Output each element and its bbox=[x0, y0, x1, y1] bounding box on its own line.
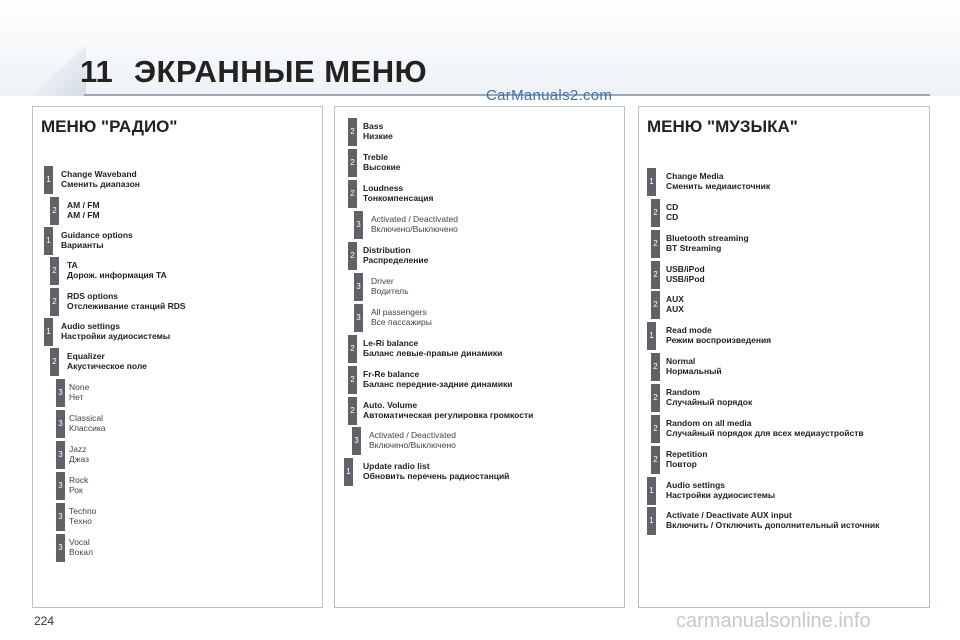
item-label-en: Activate / Deactivate AUX input bbox=[666, 510, 792, 520]
item-label-en: Update radio list bbox=[363, 461, 430, 471]
level-badge: 1 bbox=[647, 168, 656, 196]
item-label-ru: Включено/Выключено bbox=[369, 440, 456, 450]
item-label-ru: Тонкомпенсация bbox=[363, 193, 434, 203]
level-badge: 2 bbox=[651, 291, 660, 319]
radio-menu-title: МЕНЮ "РАДИО" bbox=[41, 117, 178, 136]
level-badge: 2 bbox=[348, 242, 357, 270]
item-label-ru: Нет bbox=[69, 392, 84, 402]
item-label-en: Audio settings bbox=[666, 480, 726, 490]
item-label-en: USB/iPod bbox=[666, 264, 705, 274]
level-badge: 1 bbox=[647, 477, 656, 505]
item-label-en: Activated / Deactivated bbox=[369, 430, 456, 440]
item-label-en: Driver bbox=[371, 276, 394, 286]
item-label-en: Random on all media bbox=[666, 418, 752, 428]
level-badge: 1 bbox=[44, 166, 53, 194]
level-badge: 1 bbox=[647, 507, 656, 535]
item-label-ru: Баланс передние-задние динамики bbox=[363, 379, 513, 389]
item-label-ru: Низкие bbox=[363, 131, 393, 141]
item-label-en: Audio settings bbox=[61, 321, 121, 331]
level-badge: 3 bbox=[352, 427, 361, 455]
item-label-ru: Сменить медиаисточник bbox=[666, 181, 771, 191]
level-badge: 3 bbox=[56, 472, 65, 500]
item-label-en: AM / FM bbox=[67, 200, 100, 210]
item-label-ru: Сменить диапазон bbox=[61, 179, 140, 189]
top-watermark: CarManuals2.com bbox=[486, 87, 613, 104]
item-label-en: AUX bbox=[666, 294, 684, 304]
level-badge: 3 bbox=[354, 273, 363, 301]
item-label-ru: AUX bbox=[666, 304, 684, 314]
item-label-ru: Классика bbox=[69, 423, 106, 433]
level-badge: 1 bbox=[344, 458, 353, 486]
item-label-en: Distribution bbox=[363, 245, 411, 255]
item-label-ru: Варианты bbox=[61, 240, 104, 250]
level-badge: 2 bbox=[348, 118, 357, 146]
level-badge: 2 bbox=[50, 288, 59, 316]
item-label-ru: Повтор bbox=[666, 459, 697, 469]
level-badge: 2 bbox=[651, 384, 660, 412]
item-label-en: TA bbox=[67, 260, 78, 270]
item-label-en: Jazz bbox=[69, 444, 87, 454]
item-label-en: Guidance options bbox=[61, 230, 133, 240]
level-badge: 3 bbox=[56, 410, 65, 438]
level-badge: 2 bbox=[50, 197, 59, 225]
item-label-en: CD bbox=[666, 202, 679, 212]
level-badge: 2 bbox=[50, 257, 59, 285]
level-badge: 2 bbox=[651, 199, 660, 227]
item-label-en: Treble bbox=[363, 152, 389, 162]
level-badge: 2 bbox=[348, 180, 357, 208]
item-label-en: Bluetooth streaming bbox=[666, 233, 749, 243]
level-badge: 2 bbox=[50, 348, 59, 376]
item-label-ru: Техно bbox=[69, 516, 92, 526]
item-label-ru: Рок bbox=[69, 485, 83, 495]
item-label-en: Le-Ri balance bbox=[363, 338, 419, 348]
item-label-ru: Вокал bbox=[69, 547, 93, 557]
item-label-ru: Нормальный bbox=[666, 366, 722, 376]
level-badge: 3 bbox=[56, 379, 65, 407]
level-badge: 1 bbox=[647, 322, 656, 350]
item-label-ru: AM / FM bbox=[67, 210, 100, 220]
level-badge: 2 bbox=[651, 415, 660, 443]
level-badge: 3 bbox=[56, 503, 65, 531]
level-badge: 2 bbox=[348, 335, 357, 363]
item-label-ru: Включить / Отключить дополнительный источник bbox=[666, 520, 880, 530]
item-label-en: Techno bbox=[69, 506, 97, 516]
page-number: 224 bbox=[34, 614, 55, 628]
item-label-ru: CD bbox=[666, 212, 679, 222]
bottom-watermark: carmanualsonline.info bbox=[676, 610, 871, 632]
item-label-ru: Высокие bbox=[363, 162, 401, 172]
level-badge: 3 bbox=[56, 441, 65, 469]
item-label-en: All passengers bbox=[371, 307, 427, 317]
item-label-ru: Настройки аудиосистемы bbox=[61, 331, 171, 341]
item-label-en: Change Media bbox=[666, 171, 724, 181]
item-label-ru: Автоматическая регулировка громкости bbox=[363, 410, 534, 420]
item-label-ru: Отслеживание станций RDS bbox=[67, 301, 186, 311]
chapter-number: 11 bbox=[80, 54, 113, 89]
item-label-en: Activated / Deactivated bbox=[371, 214, 458, 224]
chapter-title: ЭКРАННЫЕ МЕНЮ bbox=[134, 54, 428, 89]
item-label-en: None bbox=[69, 382, 90, 392]
level-badge: 2 bbox=[348, 397, 357, 425]
item-label-ru: Обновить перечень радиостанций bbox=[363, 471, 510, 481]
item-label-en: Loudness bbox=[363, 183, 404, 193]
item-label-en: Rock bbox=[69, 475, 89, 485]
item-label-en: Read mode bbox=[666, 325, 712, 335]
level-badge: 1 bbox=[44, 318, 53, 346]
item-label-en: Bass bbox=[363, 121, 384, 131]
item-label-ru: Распределение bbox=[363, 255, 429, 265]
item-label-en: Auto. Volume bbox=[363, 400, 418, 410]
item-label-en: Random bbox=[666, 387, 700, 397]
level-badge: 2 bbox=[348, 366, 357, 394]
item-label-ru: Настройки аудиосистемы bbox=[666, 490, 776, 500]
level-badge: 3 bbox=[56, 534, 65, 562]
item-label-en: Change Waveband bbox=[61, 169, 137, 179]
item-label-ru: Акустическое поле bbox=[67, 361, 147, 371]
level-badge: 3 bbox=[354, 304, 363, 332]
item-label-en: Equalizer bbox=[67, 351, 105, 361]
item-label-en: Vocal bbox=[69, 537, 90, 547]
item-label-ru: Дорож. информация ТА bbox=[67, 270, 167, 280]
item-label-ru: Случайный порядок bbox=[666, 397, 753, 407]
item-label-ru: USB/iPod bbox=[666, 274, 705, 284]
level-badge: 2 bbox=[651, 353, 660, 381]
level-badge: 3 bbox=[354, 211, 363, 239]
item-label-en: Normal bbox=[666, 356, 696, 366]
item-label-ru: Случайный порядок для всех медиаустройств bbox=[666, 428, 864, 438]
item-label-en: Repetition bbox=[666, 449, 708, 459]
item-label-ru: BT Streaming bbox=[666, 243, 722, 253]
level-badge: 2 bbox=[651, 446, 660, 474]
item-label-ru: Джаз bbox=[69, 454, 89, 464]
level-badge: 2 bbox=[348, 149, 357, 177]
item-label-ru: Водитель bbox=[371, 286, 409, 296]
item-label-ru: Все пассажиры bbox=[371, 317, 432, 327]
item-label-en: RDS options bbox=[67, 291, 118, 301]
item-label-ru: Режим воспроизведения bbox=[666, 335, 772, 345]
level-badge: 2 bbox=[651, 230, 660, 258]
item-label-en: Classical bbox=[69, 413, 104, 423]
music-menu-title: МЕНЮ "МУЗЫКА" bbox=[647, 117, 798, 136]
item-label-ru: Баланс левые-правые динамики bbox=[363, 348, 503, 358]
item-label-ru: Включено/Выключено bbox=[371, 224, 458, 234]
level-badge: 1 bbox=[44, 227, 53, 255]
level-badge: 2 bbox=[651, 261, 660, 289]
item-label-en: Fr-Re balance bbox=[363, 369, 420, 379]
